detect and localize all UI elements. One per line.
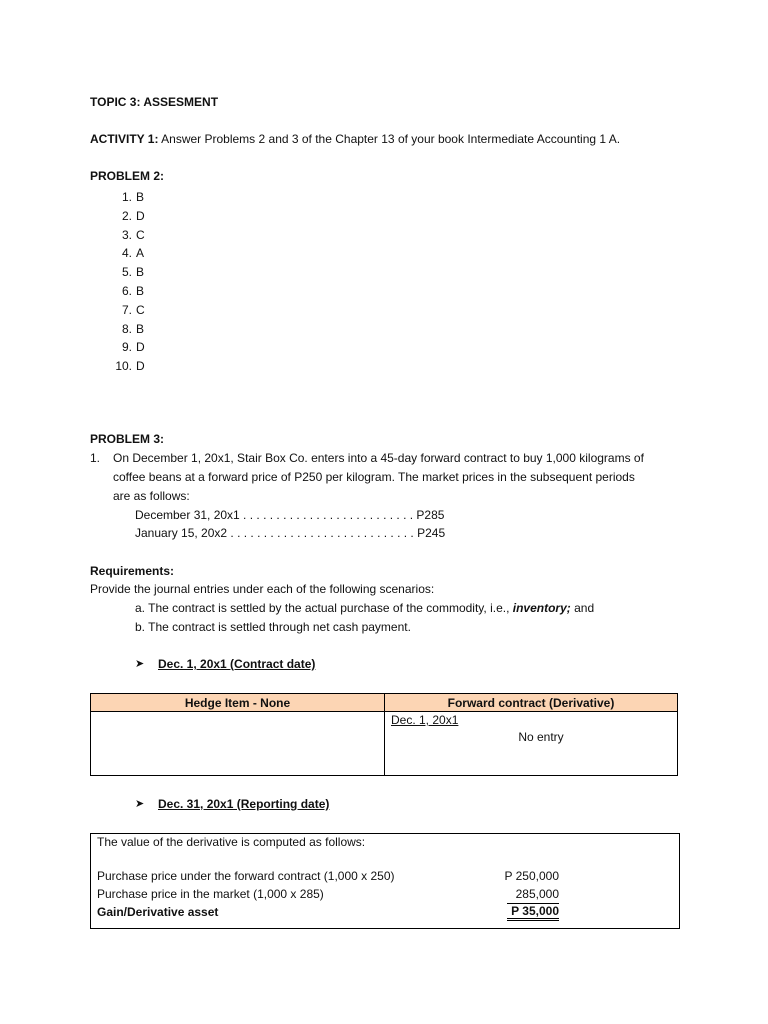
market-price-dec: December 31, 20x1 . . . . . . . . . . . . . . . . . . . . . . . . . . P285: [135, 508, 445, 522]
problem3-line-3: are as follows:: [113, 489, 190, 503]
arrow-bullet-icon: ➤: [135, 658, 145, 670]
answer-choice: B: [136, 190, 145, 204]
answer-choice: D: [136, 359, 145, 374]
answer-number: 7.: [121, 302, 132, 317]
answer-number: 9.: [121, 340, 132, 355]
requirements-heading: Requirements:: [90, 564, 175, 578]
section-contract-date: Dec. 1, 20x1 (Contract date): [158, 657, 316, 671]
market-price-jan: January 15, 20x2 . . . . . . . . . . . . . . . . . . . . . . . . . . . . P245: [135, 526, 446, 540]
answer-choice: B: [136, 265, 145, 280]
answer-number: 6.: [121, 284, 132, 298]
problem3-line-2: coffee beans at a forward price of P250 per kilogram. The market prices in the subsequent periods: [113, 470, 635, 484]
hedge-column-header: Hedge Item - None: [91, 694, 385, 712]
market-price-value: [449, 886, 559, 902]
computation-intro: The value of the derivative is computed as follows:: [97, 835, 366, 849]
activity-line: [90, 131, 620, 147]
answer-number: 5.: [121, 265, 132, 280]
answer-number: 1.: [121, 190, 132, 204]
problem3-item-number: 1.: [90, 451, 101, 465]
hedge-item-cell: [91, 712, 385, 776]
gain-value: [449, 903, 559, 921]
requirement-b: b. The contract is settled through net cash payment.: [135, 620, 411, 634]
gain-amount: P 35,000: [507, 903, 559, 921]
forward-price-label: Purchase price under the forward contract (1,000 x 250): [97, 869, 395, 883]
answer-choice: D: [136, 340, 145, 355]
answer-choice: C: [136, 302, 145, 317]
requirement-a: [135, 600, 594, 616]
derivative-cell: [385, 712, 678, 776]
derivative-entry-date: Dec. 1, 20x1: [391, 713, 459, 727]
problem2-heading: PROBLEM 2:: [90, 169, 165, 183]
answer-choice: D: [136, 208, 145, 223]
topic-title: TOPIC 3: ASSESMENT: [90, 95, 219, 109]
problem3-heading: PROBLEM 3:: [90, 432, 165, 446]
answer-choice: A: [136, 246, 145, 261]
answer-number: 3.: [121, 227, 132, 242]
market-price-amount: 285,000: [515, 887, 559, 901]
answer-choice: C: [136, 227, 145, 242]
answer-number: 2.: [121, 208, 132, 223]
answer-choice: B: [136, 284, 145, 298]
gain-label: Gain/Derivative asset: [97, 905, 219, 919]
activity-text: Answer Problems 2 and 3 of the Chapter 13 of your book Intermediate Accounting 1 A.: [158, 132, 621, 146]
derivative-column-header: Forward contract (Derivative): [385, 694, 678, 712]
requirement-a-tail: and: [570, 601, 595, 615]
answer-number: 10.: [115, 359, 132, 374]
answer-number: 4.: [121, 246, 132, 261]
market-price-label: Purchase price in the market (1,000 x 285): [97, 887, 324, 901]
problem3-line-1: On December 1, 20x1, Stair Box Co. enters into a 45-day forward contract to buy 1,000 kilograms of: [113, 451, 644, 465]
answer-number: 8.: [121, 321, 132, 336]
requirement-a-text: a. The contract is settled by the actual purchase of the commodity, i.e.,: [135, 601, 513, 615]
section-reporting-date: Dec. 31, 20x1 (Reporting date): [158, 797, 330, 811]
forward-price-value: P 250,000: [504, 869, 559, 883]
requirements-intro: Provide the journal entries under each of the following scenarios:: [90, 582, 435, 596]
no-entry-text: No entry: [518, 730, 564, 744]
arrow-bullet-icon: ➤: [135, 798, 145, 810]
activity-label: ACTIVITY 1:: [90, 132, 159, 146]
requirement-a-emphasis: inventory;: [512, 601, 571, 615]
answer-choice: B: [136, 321, 145, 336]
hedge-table: [90, 693, 678, 776]
